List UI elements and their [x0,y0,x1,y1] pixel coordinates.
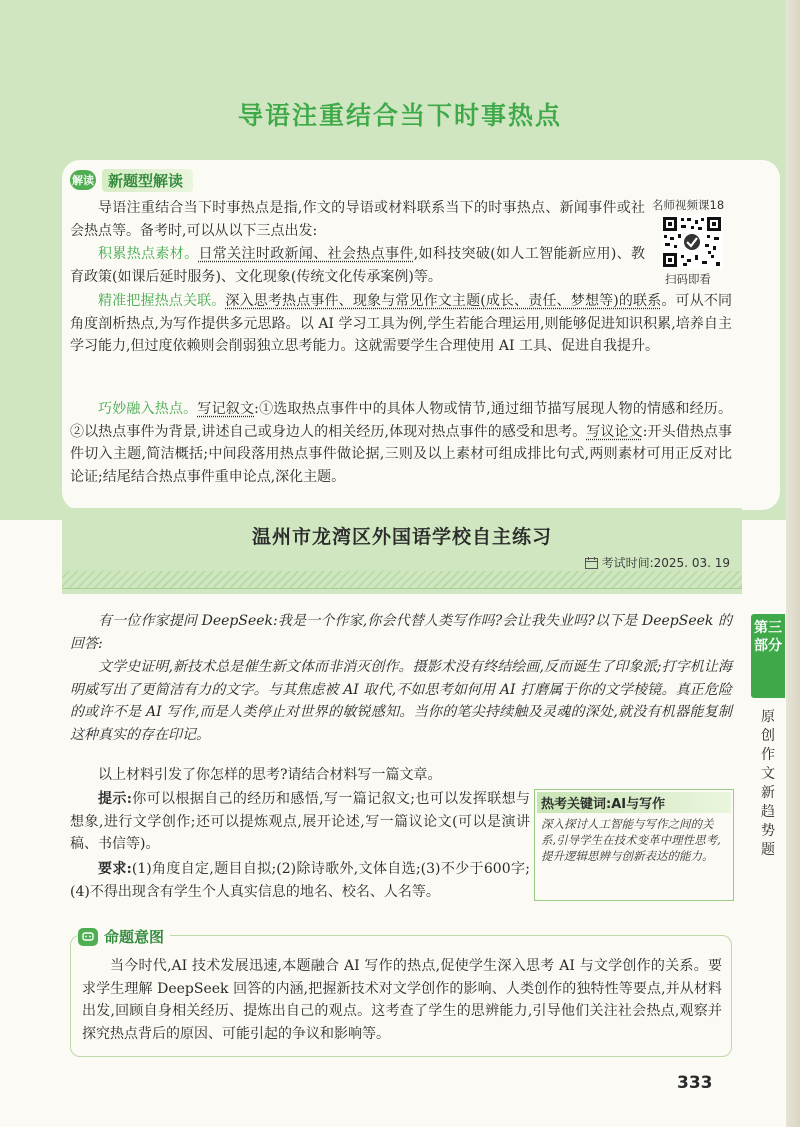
hint-label: 提示: [98,791,132,807]
argument-label: 写议论文 [586,423,643,440]
point-1-heading: 积累热点素材。 [98,246,199,262]
point-3-narrative: :①选取热点事件中的具体人物或情节,通过细节描写展现人物的情感和经历。②以热点事件为背景,讲述自己或身边人的相关经历,体现对热点事件的感受和思考。 [70,401,733,440]
point-2 [70,290,732,358]
keyword-body: 深入探讨人工智能与写作之间的关系,引导学生在技术变革中理性思考,提升逻辑思辨与创新表达的能力。 [541,817,721,863]
calendar-icon [585,557,598,569]
requirements-text: (1)角度自定,题目自拟;(2)除诗歌外,文体自选;(3)不少于600字;(4)不得出现含有学生个人真实信息的地名、校名、人名等。 [70,861,531,900]
point-2-underlined: 深入思考热点事件、现象与常见作文主题(成长、责任、梦想等)的联系 [225,293,662,309]
point-3 [70,398,732,488]
part-tab-label: 第三部分 [754,620,782,654]
keyword-box [534,789,734,901]
requirements-label: 要求: [98,861,132,877]
page-edge [786,0,800,1127]
keyword-title: 热考关键词:AI与写作 [537,792,731,813]
hint-paragraph [70,788,530,856]
narrative-label: 写记叙文 [197,401,255,417]
section-vertical-label: 原创作文新趋势题 [761,709,775,858]
point-3-argument: :开头借热点事件切入主题,简洁概括;中间段落用热点事件做论据,三则及以上素材可组成排比句式,两则素材可用正反对比论证;结尾结合热点事件重申论点,深化主题。 [70,423,733,485]
point-3-heading: 巧妙融入热点。 [98,401,198,417]
exam-time-text: 考试时间:2025. 03. 19 [601,556,730,570]
intro-paragraph: 导语注重结合当下时事热点是指,作文的导语或材料联系当下的时事热点、新闻事件或社会热点等。备考时,可以从以下三点出发: [70,200,645,239]
section-badge-icon: 解读 [70,170,96,190]
hint-text: 你可以根据自己的经历和感悟,写一篇记叙文;也可以发挥联想与想象,进行文学创作;还可以提炼观点,展开论述,写一篇议论文(可以是演讲稿、书信等)。 [70,791,530,852]
writing-question: 以上材料引发了你怎样的思考?请结合材料写一篇文章。 [98,767,442,783]
prompt-intro: 有一位作家提问 DeepSeek:我是一个作家,你会代替人类写作吗?会让我失业吗?以下是 DeepSeek 的回答: [70,613,732,652]
intent-title: 命题意图 [104,928,165,946]
qr-caption: 扫码即看 [665,272,711,286]
requirements-paragraph [70,858,530,903]
page-title: 导语注重结合当下时事热点 [237,101,562,130]
intent-header [78,926,170,947]
exam-time [585,554,730,571]
part-tab[interactable] [751,614,785,698]
point-1 [70,243,645,288]
page-number: 333 [677,1073,713,1093]
point-1-text: ,如科技突破(如人工智能新应用)、教育政策(如课后延时服务)、文化现象(传统文化传承案例)等。 [70,246,646,285]
decorative-stripe [62,571,742,589]
point-2-text: 。可从不同角度剖析热点,为写作提供多元思路。以 AI 学习工具为例,学生若能合理运用,则能够促进知识积累,培养自主学习能力,但过度依赖则会削弱独立思考能力。这就需要学生合理使用 AI 工具、促进自我提升。 [70,293,733,354]
qr-label: 名师视频课18 [652,198,725,212]
section-header [70,168,220,192]
point-1-underlined: 日常关注时政新闻、社会热点事件 [198,246,414,262]
intent-body: 当今时代,AI 技术发展迅速,本题融合 AI 写作的热点,促使学生深入思考 AI 与文学创作的关系。要求学生理解 DeepSeek 回答的内涵,把握新技术对文学创作的影响、人类创作的独特性等要点,并从材料出发,回顾自身相关经历、提炼出自己的观点。这考查了学生的思辨能力,引导他们关注社会热点,观察并探究热点背后的原因、可能引起的争议和影响等。 [82,958,722,1042]
chat-icon [78,928,98,946]
exam-title: 温州市龙湾区外国语学校自主练习 [251,526,552,548]
qr-code-icon[interactable] [661,215,723,269]
section-title: 新题型解读 [102,169,193,192]
deepseek-answer: 文学史证明,新技术总是催生新文体而非消灭创作。摄影术没有终结绘画,反而诞生了印象派;打字机让海明威写出了更简洁有力的文字。与其焦虑被 AI 取代,不如思考如何用 AI 打磨属于你的文学棱镜。真正危险的或许不是 AI 写作,而是人类停止对世界的敏锐感知。当你的笔尖持续触及灵魂的深处,就没有机器能复制这种真实的存在印记。 [70,659,732,743]
point-2-heading: 精准把握热点关联。 [98,293,226,309]
